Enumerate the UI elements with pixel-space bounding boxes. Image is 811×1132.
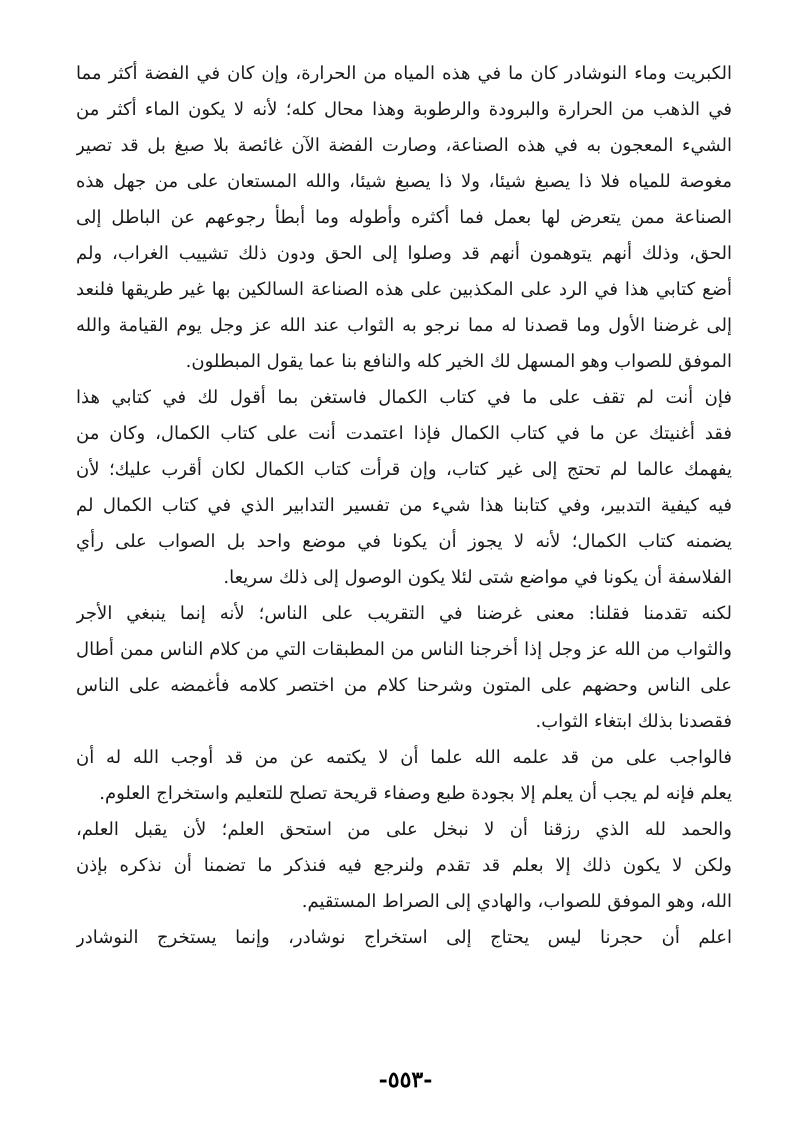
- text-line: والحمد لله الذي رزقنا أن لا نبخل على من استحق العلم؛ لأن يقبل العلم،: [76, 819, 732, 840]
- text-line: على الناس وحضهم على المتون وشرحنا كلام من اختصر كلامه فأغمضه على الناس: [76, 675, 732, 696]
- text-line: الموفق للصواب وهو المسهل لك الخير كله والنافع بنا عما يقول المبطلون.: [185, 351, 732, 372]
- text-line: يفهمك عالما لم تحتج إلى غير كتاب، وإن قرأت كتاب الكمال لكان أقرب عليك؛ لأن: [76, 459, 732, 480]
- text-line: الشيء المعجون به في هذه الصناعة، وصارت الفضة الآن غائصة بلا صبغ بل قد تصير: [76, 135, 732, 156]
- page-number: -٥٥٣-: [378, 1067, 433, 1093]
- text-line: والثواب من الله عز وجل إذا أخرجنا الناس من المطبقات التي من كلام الناس ممن أطال: [76, 639, 732, 660]
- text-line: أضع كتابي هذا في الرد على المكذبين على هذه الصناعة السالكين بها غير طريقها فلنعد: [76, 279, 732, 300]
- text-line: يعلم فإنه لم يجب أن يعلم إلا بجودة طبع وصفاء قريحة تصلح للتعليم واستخراج العلوم.: [99, 783, 732, 804]
- text-line: الحق، وذلك أنهم يتوهمون أنهم قد وصلوا إلى الحق ودون ذلك تشييب الغراب، ولم: [76, 243, 732, 264]
- text-line: يضمنه كتاب الكمال؛ لأنه لا يجوز أن يكونا في موضع واحد بل الصواب على رأي: [76, 531, 732, 552]
- text-line: اعلم أن حجرنا ليس يحتاج إلى استخراج نوشادر، وإنما يستخرج النوشادر: [76, 927, 732, 948]
- text-line: فإن أنت لم تقف على ما في كتاب الكمال فاستغن بما أقول لك في كتابي هذا: [76, 387, 732, 408]
- text-line: الفلاسفة أن يكونا في مواضع شتى لئلا يكون الوصول إلى ذلك سريعا.: [223, 567, 732, 588]
- text-line: فالواجب على من قد علمه الله علما أن لا يكتمه عن من قد أوجب الله له أن: [76, 747, 732, 768]
- text-line: فقصدنا بذلك ابتغاء الثواب.: [535, 711, 732, 732]
- text-line: لكنه تقدمنا فقلنا: معنى غرضنا في التقريب على الناس؛ لأنه إنما ينبغي الأجر: [76, 603, 732, 624]
- text-line: فقد أغنيتك عن ما في كتاب الكمال فإذا اعتمدت أنت على كتاب الكمال، وكان من: [76, 423, 732, 444]
- text-line: الله، وهو الموفق للصواب، والهادي إلى الصراط المستقيم.: [301, 891, 732, 912]
- text-line: الكبريت وماء النوشادر كان ما في هذه المياه من الحرارة، وإن كان في الفضة أكثر مما: [76, 63, 732, 84]
- text-line: الصناعة ممن يتعرض لها بعمل فما أكثره وأطوله وما أبطأ رجوعهم عن الباطل إلى: [76, 207, 732, 228]
- body-text: [76, 56, 732, 956]
- text-line: ولكن لا يكون ذلك إلا بعلم قد تقدم ولنرجع فيه فنذكر ما تضمنا أن نذكره بإذن: [76, 855, 732, 876]
- text-line: فيه كيفية التدبير، وفي كتابنا هذا شيء من تفسير التدابير الذي في كتاب الكمال لم: [76, 495, 732, 516]
- text-line: مغوصة للمياه فلا ذا يصبغ شيئا، ولا ذا يصبغ شيئا، والله المستعان على من جهل هذه: [76, 171, 732, 192]
- text-line: في الذهب من الحرارة والبرودة والرطوبة وهذا محال كله؛ لأنه لا يكون الماء أكثر من: [76, 99, 732, 120]
- text-line: إلى غرضنا الأول وما قصدنا له مما نرجو به الثواب عند الله عز وجل يوم القيامة والله: [76, 315, 732, 336]
